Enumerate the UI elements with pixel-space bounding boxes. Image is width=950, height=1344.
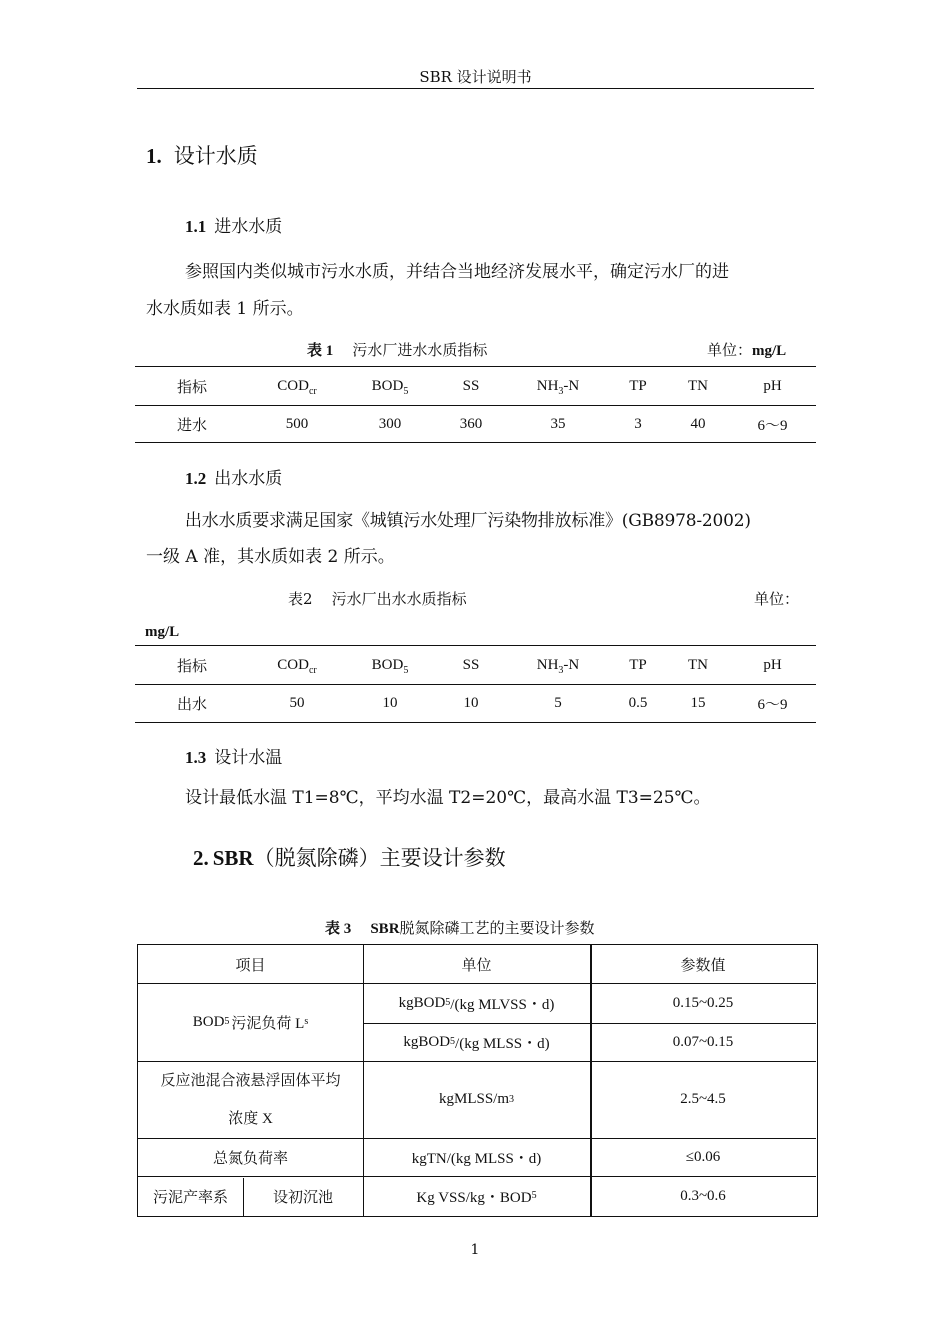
table-2-caption-number: 表2	[288, 590, 313, 608]
bod-subscript: 5	[403, 664, 409, 676]
table-cell: ≤0.06	[685, 1148, 721, 1165]
table-3-caption-number: 表 3	[325, 921, 352, 937]
table-2-header-cell	[345, 657, 435, 674]
table-2-header-cell: pH	[763, 656, 782, 673]
subsection-1-3-number: 1.3	[185, 748, 207, 767]
cell-line: 浓度 X	[228, 1110, 273, 1127]
paragraph-3: 设计最低水温 T1=8℃，平均水温 T2=20℃，最高水温 T3=25℃。	[185, 788, 711, 808]
section-1-title: 设计水质	[173, 144, 258, 168]
cod-label: COD	[277, 656, 309, 673]
table-3-caption-title: 脱氮除磷工艺的主要设计参数	[399, 919, 595, 937]
table-cell: 50	[289, 694, 305, 711]
paragraph-1-line-2: 水水质如表 1 所示。	[146, 299, 304, 319]
subsection-1-1-title: 进水水质	[214, 217, 283, 237]
section-1-heading	[146, 140, 258, 170]
nh-subscript: 3	[558, 664, 564, 676]
table-1-caption-title: 污水厂进水水质指标	[352, 341, 488, 359]
table-2-caption	[288, 588, 467, 609]
table-cell: BOD 5 污泥负荷 L s	[192, 1013, 309, 1032]
unit-text: /(kg MLSS・d)	[455, 1035, 550, 1052]
table-1-caption	[307, 339, 487, 360]
cell-line: 反应池混合液悬浮固体平均	[160, 1072, 341, 1089]
cod-subscript: cr	[308, 385, 317, 397]
table-row	[135, 405, 816, 443]
bod-label: BOD	[371, 377, 404, 394]
subsection-1-2-title: 出水水质	[214, 469, 283, 489]
table-1-header-cell: pH	[763, 377, 782, 394]
table-cell: 5	[554, 694, 562, 711]
table-cell: 2.5~4.5	[680, 1091, 726, 1107]
cod-label: COD	[277, 377, 309, 394]
subsection-1-2-heading	[185, 464, 282, 489]
table-cell: 0.3~0.6	[680, 1187, 726, 1204]
table-2-bottom-rule	[135, 722, 816, 723]
table-cell: 污泥产率系	[152, 1189, 228, 1206]
table-2-unit-label: 单位：	[754, 590, 800, 608]
table-cell: 500	[285, 415, 309, 432]
table-cell: Kg VSS/kg・BOD 5	[363, 1176, 590, 1216]
header-rule	[137, 88, 814, 89]
table-3-header-cell: 单位	[461, 957, 492, 974]
table-1-header-cell: TN	[688, 377, 708, 394]
running-header: SBR 设计说明书	[419, 68, 532, 86]
table-2-header-cell: SS	[462, 656, 480, 673]
bod-subscript: 5	[403, 385, 409, 397]
table-cell: 进水	[176, 417, 207, 434]
table-cell: 0.15~0.25	[672, 994, 734, 1011]
nh-subscript: 3	[558, 385, 564, 397]
table-3	[137, 944, 818, 1217]
table-1-bottom-rule	[135, 442, 816, 443]
table-cell: 6～9	[757, 696, 788, 713]
table-1-unit	[707, 339, 786, 360]
table-cell: 3	[634, 415, 642, 432]
table-cell: 40	[690, 415, 706, 432]
table-1-header-cell: 指标	[176, 379, 207, 396]
bod-label: BOD	[192, 1013, 225, 1030]
table-2-header-cell: 指标	[176, 658, 207, 675]
page-number: 1	[470, 1242, 480, 1258]
sludge-load-label: 污泥负荷 L	[231, 1015, 305, 1032]
table-2-header-cell: TP	[629, 656, 647, 673]
unit-text: kgMLSS/m	[438, 1091, 510, 1107]
unit-text: kgBOD	[403, 1033, 451, 1050]
table-cell: 6～9	[757, 417, 788, 434]
table-2-header-cell	[249, 657, 345, 674]
table-1-header-cell	[345, 378, 435, 395]
subsection-1-1-heading	[185, 212, 282, 237]
table-1-header-cell	[249, 378, 345, 395]
subsection-1-3-title: 设计水温	[214, 748, 283, 768]
subsection-1-1-number: 1.1	[185, 217, 207, 236]
table-1-unit-value: mg/L	[752, 343, 787, 359]
paragraph-2-line-1: 出水水质要求满足国家《城镇污水处理厂污染物排放标准》(GB8978-2002)	[185, 511, 751, 531]
unit-text: Kg VSS/kg・BOD	[416, 1189, 532, 1206]
nh-label: NH	[536, 656, 559, 673]
table-1-header-row	[135, 367, 816, 405]
table-cell	[138, 1061, 363, 1138]
table-cell: 15	[690, 694, 706, 711]
section-1-number: 1.	[146, 144, 162, 168]
table-1-header-cell: SS	[462, 377, 480, 394]
table-cell: kgBOD 5 /(kg MLSS・d)	[403, 1033, 550, 1052]
paragraph-2-line-2: 一级 A 准，其水质如表 2 所示。	[146, 547, 395, 567]
subsection-1-2-number: 1.2	[185, 469, 207, 488]
nh-suffix: -N	[563, 377, 580, 394]
table-cell: kgBOD 5 /(kg MLVSS・d)	[398, 994, 555, 1013]
section-2-title-bold: SBR	[212, 846, 254, 870]
table-1-header-cell: TP	[629, 377, 647, 394]
table-cell: 35	[550, 415, 566, 432]
table-cell: 300	[378, 415, 402, 432]
table-3-caption-bold: SBR	[370, 921, 400, 937]
section-2-number: 2.	[193, 846, 209, 870]
table-cell: 0.5	[628, 694, 648, 711]
unit-text: /(kg MLVSS・d)	[450, 996, 555, 1013]
unit-superscript: 3	[509, 1094, 515, 1105]
section-2-heading	[193, 842, 506, 872]
table-cell: 设初沉池	[272, 1189, 333, 1206]
unit-text: kgBOD	[398, 994, 446, 1011]
table-cell	[363, 1061, 590, 1138]
nh-suffix: -N	[563, 656, 580, 673]
table-2-header-cell	[507, 657, 609, 674]
table-cell: 360	[459, 415, 483, 432]
table-cell: 0.07~0.15	[672, 1033, 734, 1050]
table-2-header-row	[135, 646, 816, 684]
bod-label: BOD	[371, 656, 404, 673]
section-2-title: （脱氮除磷）主要设计参数	[253, 846, 506, 870]
table-cell: 10	[382, 694, 398, 711]
table-cell: 出水	[176, 696, 207, 713]
table-1-header-cell	[507, 378, 609, 395]
subsection-1-3-heading	[185, 743, 282, 768]
table-2-caption-title: 污水厂出水水质指标	[331, 590, 467, 608]
table-cell: 总氮负荷率	[212, 1150, 288, 1167]
table-3-header-cell: 参数值	[680, 957, 726, 974]
table-3-caption	[325, 917, 595, 938]
nh-label: NH	[536, 377, 559, 394]
table-2-header-cell: TN	[688, 656, 708, 673]
table-cell: 10	[463, 694, 479, 711]
table-row	[135, 684, 816, 722]
paragraph-1-line-1: 参照国内类似城市污水水质，并结合当地经济发展水平，确定污水厂的进	[185, 262, 729, 282]
table-3-header-cell: 项目	[235, 957, 266, 974]
cod-subscript: cr	[308, 664, 317, 676]
table-cell: kgTN/(kg MLSS・d)	[411, 1150, 542, 1167]
table-1-caption-number: 表 1	[307, 343, 334, 359]
table-2-unit-value: mg/L	[145, 624, 180, 640]
table-1-unit-label: 单位：	[707, 341, 753, 359]
